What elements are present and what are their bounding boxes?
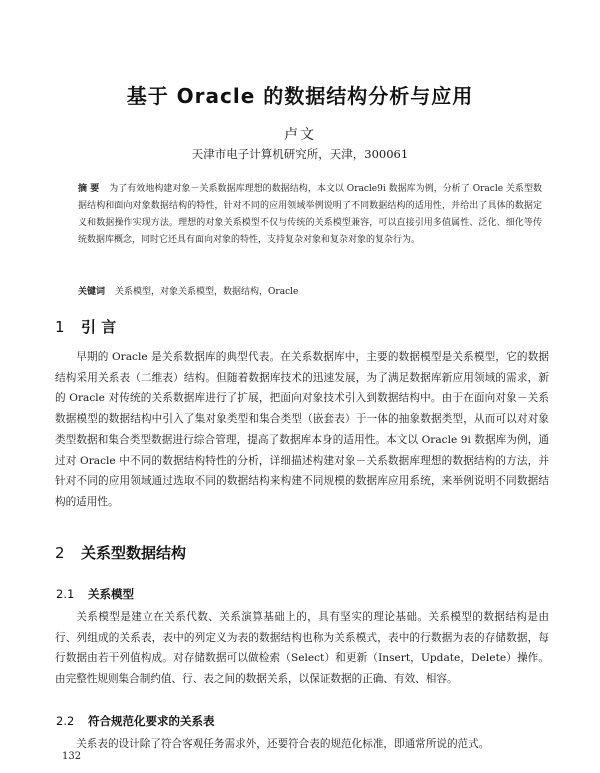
abstract-label: 摘 要 xyxy=(78,184,100,194)
section-2-2-heading xyxy=(56,713,215,729)
section-1-number: 1 xyxy=(55,318,65,336)
keywords-text: 关系模型，对象关系模型，数据结构，Oracle xyxy=(115,287,299,297)
abstract-block xyxy=(78,181,542,249)
paper-title: 基于 Oracle 的数据结构分析与应用 xyxy=(126,84,474,108)
section-1-title: 引 言 xyxy=(81,318,117,336)
section-2-1-heading xyxy=(56,586,134,602)
section-2-heading xyxy=(55,542,186,563)
keywords-label: 关键词 xyxy=(78,287,106,297)
section-1-heading xyxy=(55,316,116,337)
section-2-2-body: 关系表的设计除了符合客观任务需求外，还要符合表的规范化标准，即通常所说的范式。 xyxy=(76,738,490,750)
section-2-number: 2 xyxy=(55,544,65,562)
page-number: 132 xyxy=(62,751,82,762)
section-1-body: 早期的 Oracle 是关系数据库的典型代表。在关系数据库中，主要的数据模型是关系模型，它的数据结构采用关系表（二维表）结构。但随着数据库技术的迅速发展，为了满足数据库新应用领域的需求，新的 Oracle 对传统的关系数据库进行了扩展，把面向对象技术引入到数据结构中。由于在面向对象－关系数据模型的数据结构中引入了集对象类型和集合类型（嵌套表）于一体的抽象数据类型，从而可以对对象类型数据和集合类型数据进行综合管理，提高了数据库本身的适用性。本文以 Oracle 9i 数据库为例，通过对 Oracle 中不同的数据结构特性的分析，详细描述构建对象－关系数据库理想的数据结构的方法，并针对不同的应用领域通过选取不同的数据结构来构建不同规模的数据库应用系统，来举例说明不同数据结构的适用性。 xyxy=(55,351,549,508)
section-2-2-number: 2.2 xyxy=(56,714,75,728)
author-name: 卢文 xyxy=(284,127,316,143)
abstract-text: 为了有效地构建对象－关系数据库理想的数据结构，本文以 Oracle9i 数据库为例，分析了 Oracle 关系型数据结构和面向对象数据结构的特性，针对不同的应用领域举例说明了不同数据结构的适用性，并给出了具体的数据定义和数据操作实现方法。理想的对象关系模型不仅与传统的关系模型兼容，可以直接引用多值属性、泛化、细化等传统数据库概念，同时它还具有面向对象的特性，支持复杂对象和复杂对象的复杂行为。 xyxy=(78,184,542,245)
author-affiliation: 天津市电子计算机研究所，天津，300061 xyxy=(191,147,409,161)
section-2-title: 关系型数据结构 xyxy=(81,544,187,562)
section-2-1-body: 关系模型是建立在关系代数、关系演算基础上的，具有坚实的理论基础。关系模型的数据结构是由行、列组成的关系表，表中的列定义为表的数据结构也称为关系模式，表中的行数据为表的存储数据，每行数据由若干列值构成。对存储数据可以做检索（Select）和更新（Insert，Update，Delete）操作。由完整性规则集合制约值、行、表之间的数据关系，以保证数据的正确、有效、相容。 xyxy=(55,611,549,686)
keywords-block xyxy=(78,284,542,300)
section-2-1-title: 关系模型 xyxy=(88,587,134,601)
section-2-2-title: 符合规范化要求的关系表 xyxy=(88,714,215,728)
section-2-1-number: 2.1 xyxy=(56,587,75,601)
